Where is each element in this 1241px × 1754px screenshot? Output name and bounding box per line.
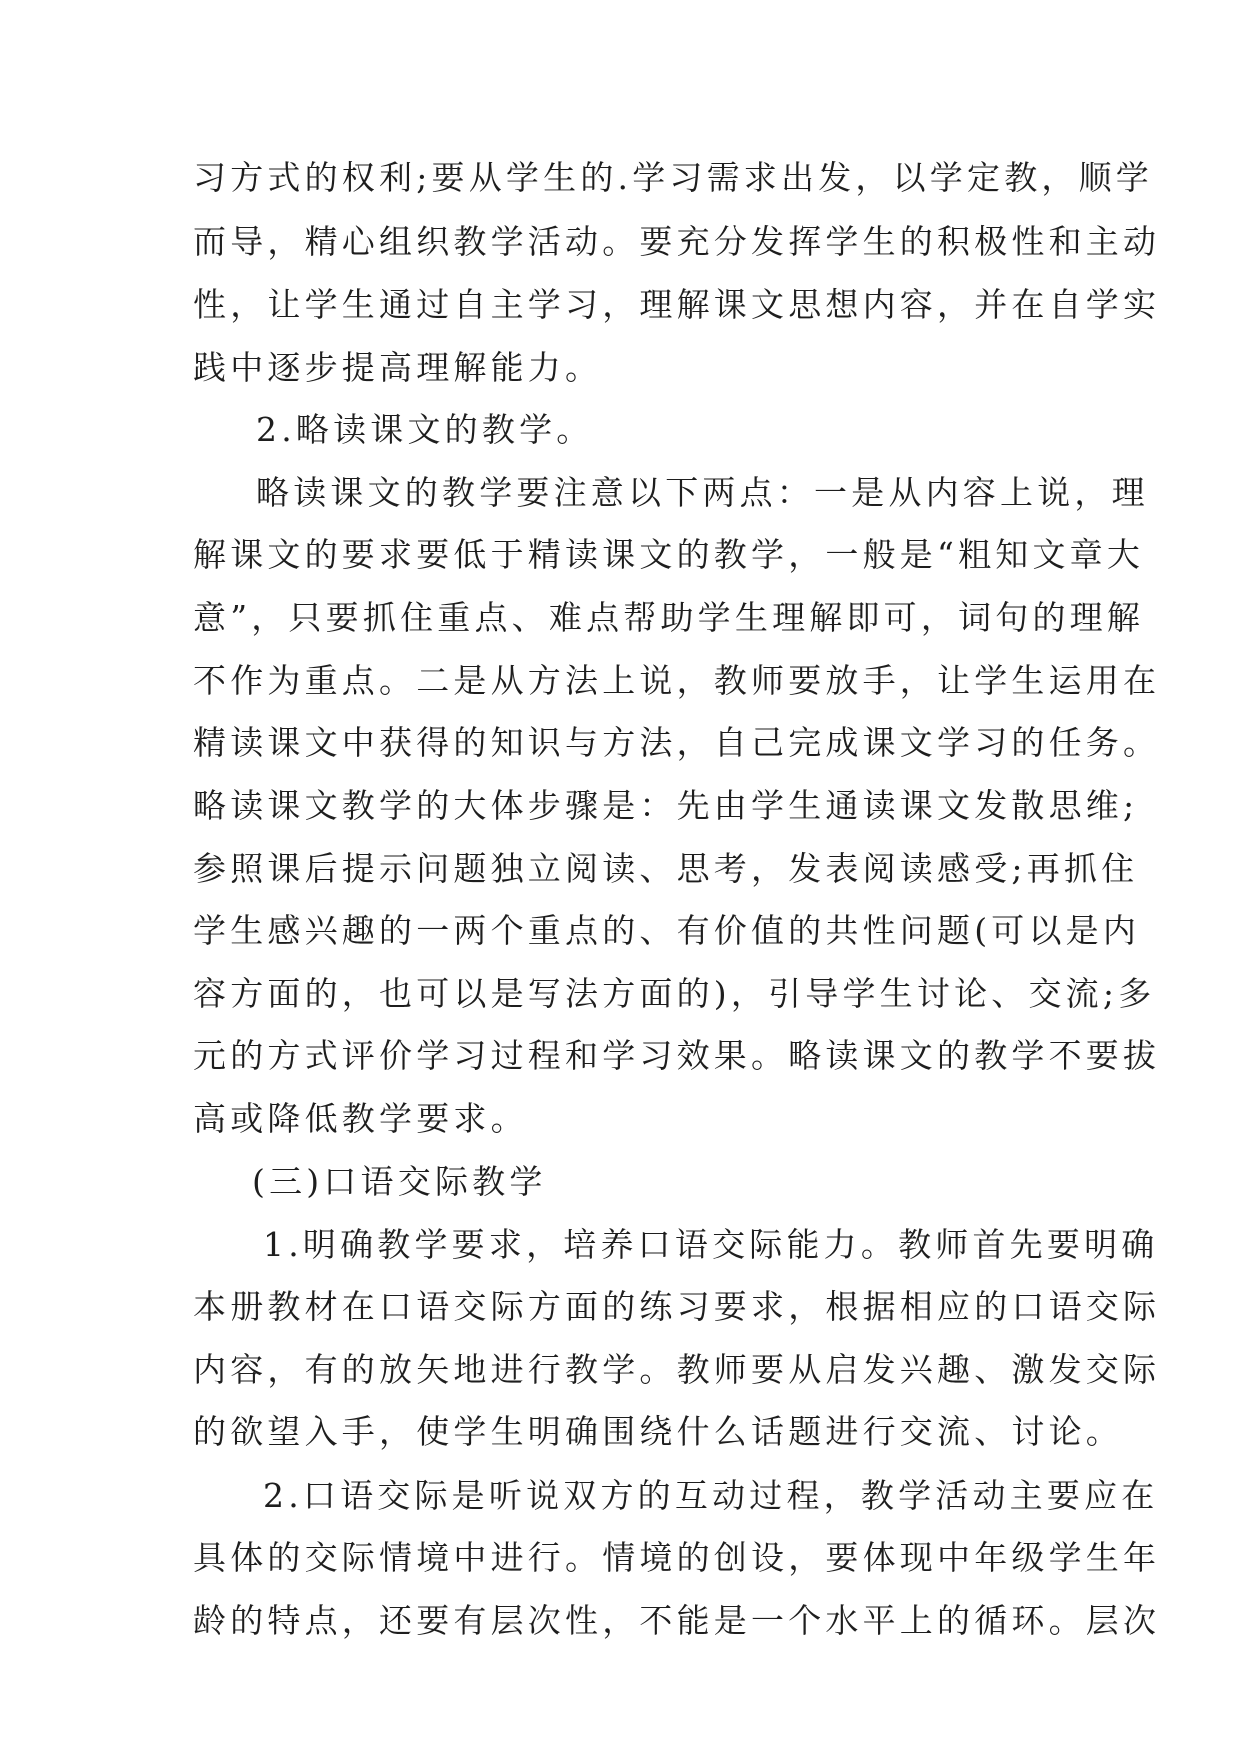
text-line: 龄的特点，还要有层次性，不能是一个水平上的循环。层次 <box>193 1601 1161 1640</box>
text-line: 解课文的要求要低于精读课文的教学，一般是“粗知文章大 <box>193 535 1145 574</box>
text-line: 本册教材在口语交际方面的练习要求，根据相应的口语交际 <box>193 1287 1161 1326</box>
section-heading: 2.略读课文的教学。 <box>256 410 594 449</box>
section-heading: (三)口语交际教学 <box>252 1162 547 1201</box>
text-line: 而导，精心组织教学活动。要充分发挥学生的积极性和主动 <box>193 222 1161 261</box>
text-line: 践中逐步提高理解能力。 <box>193 348 603 387</box>
text-line: 性，让学生通过自主学习，理解课文思想内容，并在自学实 <box>193 285 1161 324</box>
text-line: 2.口语交际是听说双方的互动过程，教学活动主要应在 <box>263 1476 1159 1515</box>
text-line: 略读课文的教学要注意以下两点：一是从内容上说，理 <box>256 473 1149 512</box>
text-line: 不作为重点。二是从方法上说，教师要放手，让学生运用在 <box>193 661 1161 700</box>
text-line: 习方式的权利;要从学生的.学习需求出发，以学定教，顺学 <box>193 158 1154 197</box>
text-line: 容方面的，也可以是写法方面的)，引导学生讨论、交流;多 <box>193 974 1156 1013</box>
text-line: 的欲望入手，使学生明确围绕什么话题进行交流、讨论。 <box>193 1412 1123 1451</box>
text-line: 精读课文中获得的知识与方法，自己完成课文学习的任务。 <box>193 723 1161 762</box>
text-line: 学生感兴趣的一两个重点的、有价值的共性问题(可以是内 <box>193 911 1141 950</box>
text-line: 元的方式评价学习过程和学习效果。略读课文的教学不要拔 <box>193 1036 1161 1075</box>
text-line: 参照课后提示问题独立阅读、思考，发表阅读感受;再抓住 <box>193 849 1139 888</box>
text-line: 内容，有的放矢地进行教学。教师要从启发兴趣、激发交际 <box>193 1350 1161 1389</box>
text-line: 高或降低教学要求。 <box>193 1099 528 1138</box>
text-line: 意”，只要抓住重点、难点帮助学生理解即可，词句的理解 <box>193 598 1145 637</box>
text-line: 1.明确教学要求，培养口语交际能力。教师首先要明确 <box>263 1225 1159 1264</box>
text-line: 略读课文教学的大体步骤是：先由学生通读课文发散思维; <box>193 786 1139 825</box>
text-line: 具体的交际情境中进行。情境的创设，要体现中年级学生年 <box>193 1538 1161 1577</box>
